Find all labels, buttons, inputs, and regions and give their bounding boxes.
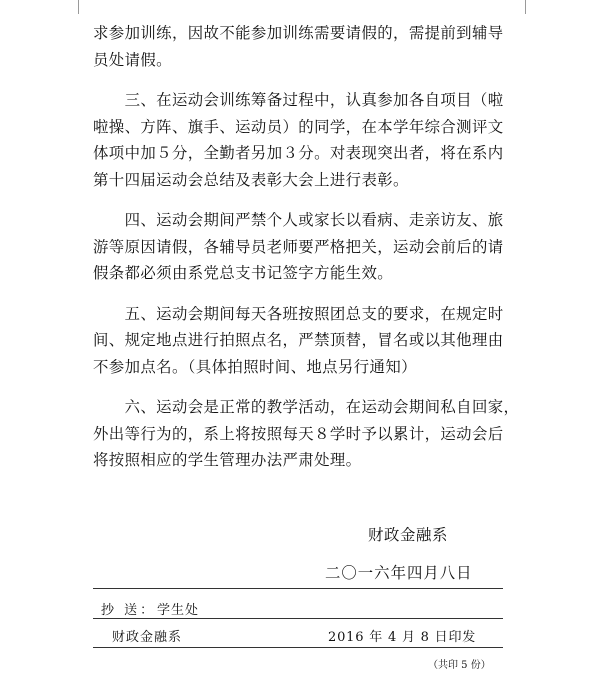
footer-divider-bottom — [93, 647, 503, 648]
text-line: 外出等行为的，系上将按照每天８学时予以累计，运动会后 — [93, 424, 504, 443]
text-line: 员处请假。 — [93, 50, 172, 69]
text-line: 四、运动会期间严禁个人或家长以看病、走亲访友、旅 — [93, 211, 504, 229]
text-line: 假条都必须由系党总支书记签字方能生效。 — [93, 264, 394, 282]
text-line: 不参加点名。（具体拍照时间、地点另行通知） — [93, 357, 417, 376]
paragraph — [93, 87, 513, 193]
footer-divider-middle — [93, 618, 503, 619]
text-line: 求参加训练，因故不能参加训练需要请假的，需提前到辅导 — [93, 24, 504, 42]
paragraph — [93, 207, 513, 287]
cc-value: 学生处 — [157, 603, 200, 618]
text-line: 体项中加５分，全勤者另加３分。对表现突出者，将在系内 — [93, 144, 504, 162]
paragraph — [93, 20, 513, 73]
footer-divider-top — [93, 588, 503, 589]
text-line: 六、运动会是正常的教学活动，在运动会期间私自回家， — [93, 398, 520, 416]
text-line: 间、规定地点进行拍照点名，严禁顶替，冒名或以其他理由 — [93, 331, 504, 349]
crop-mark-right — [525, 0, 526, 14]
paragraph — [93, 301, 513, 381]
copies-note: （共印 5 份） — [428, 660, 491, 671]
text-line: 游等原因请假，各辅导员老师要严格把关，运动会前后的请 — [93, 237, 504, 256]
document-body — [93, 20, 520, 488]
issuer-org: 财政金融系 — [112, 630, 183, 645]
text-line: 五、运动会期间每天各班按照团总支的要求，在规定时 — [93, 304, 504, 323]
print-date: 2016 年 4 月 8 日印发 — [328, 630, 477, 645]
text-line: 啦操、方阵、旗手、运动员）的同学，在本学年综合测评文 — [93, 117, 504, 136]
cc-label: 抄 送： — [101, 603, 157, 618]
signature-date: 二〇一六年四月八日 — [325, 564, 473, 582]
signature-org: 财政金融系 — [368, 526, 448, 544]
crop-mark-left — [78, 0, 79, 14]
paragraph — [93, 394, 520, 474]
text-line: 第十四届运动会总结及表彰大会上进行表彰。 — [93, 170, 409, 189]
text-line: 三、在运动会训练筹备过程中，认真参加各自项目（啦 — [93, 91, 504, 109]
text-line: 将按照相应的学生管理办法严肃处理。 — [93, 451, 362, 469]
